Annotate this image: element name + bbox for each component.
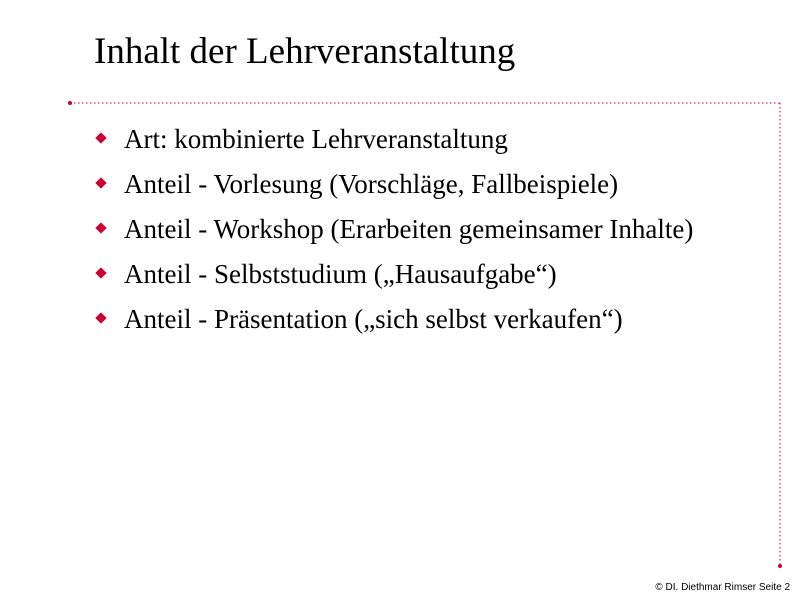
bullet-item <box>94 120 734 158</box>
slide-title: Inhalt der Lehrveranstaltung <box>94 31 516 72</box>
bullet-text: Anteil - Vorlesung (Vorschläge, Fallbeispiele) <box>124 169 619 199</box>
bullet-text: Anteil - Präsentation („sich selbst verkaufen“) <box>124 304 623 334</box>
bullet-item <box>94 210 714 248</box>
frame-corner-dot <box>778 564 782 568</box>
diamond-bullet-icon <box>95 177 106 188</box>
bullet-item <box>94 300 734 338</box>
bullet-list <box>94 120 734 345</box>
diamond-bullet-icon <box>95 132 106 143</box>
frame-corner-dot <box>68 101 72 105</box>
bullet-text: Anteil - Selbststudium („Hausaufgabe“) <box>124 259 557 289</box>
diamond-bullet-icon <box>95 312 106 323</box>
slide-footer: © DI. Diethmar Rimser Seite 2 <box>655 582 790 593</box>
bullet-text: Art: kombinierte Lehrveranstaltung <box>124 124 508 154</box>
bullet-text: Anteil - Workshop (Erarbeiten gemeinsamer Inhalte) <box>124 214 694 244</box>
bullet-item <box>94 165 734 203</box>
bullet-item <box>94 255 734 293</box>
diamond-bullet-icon <box>95 267 106 278</box>
diamond-bullet-icon <box>95 222 106 233</box>
